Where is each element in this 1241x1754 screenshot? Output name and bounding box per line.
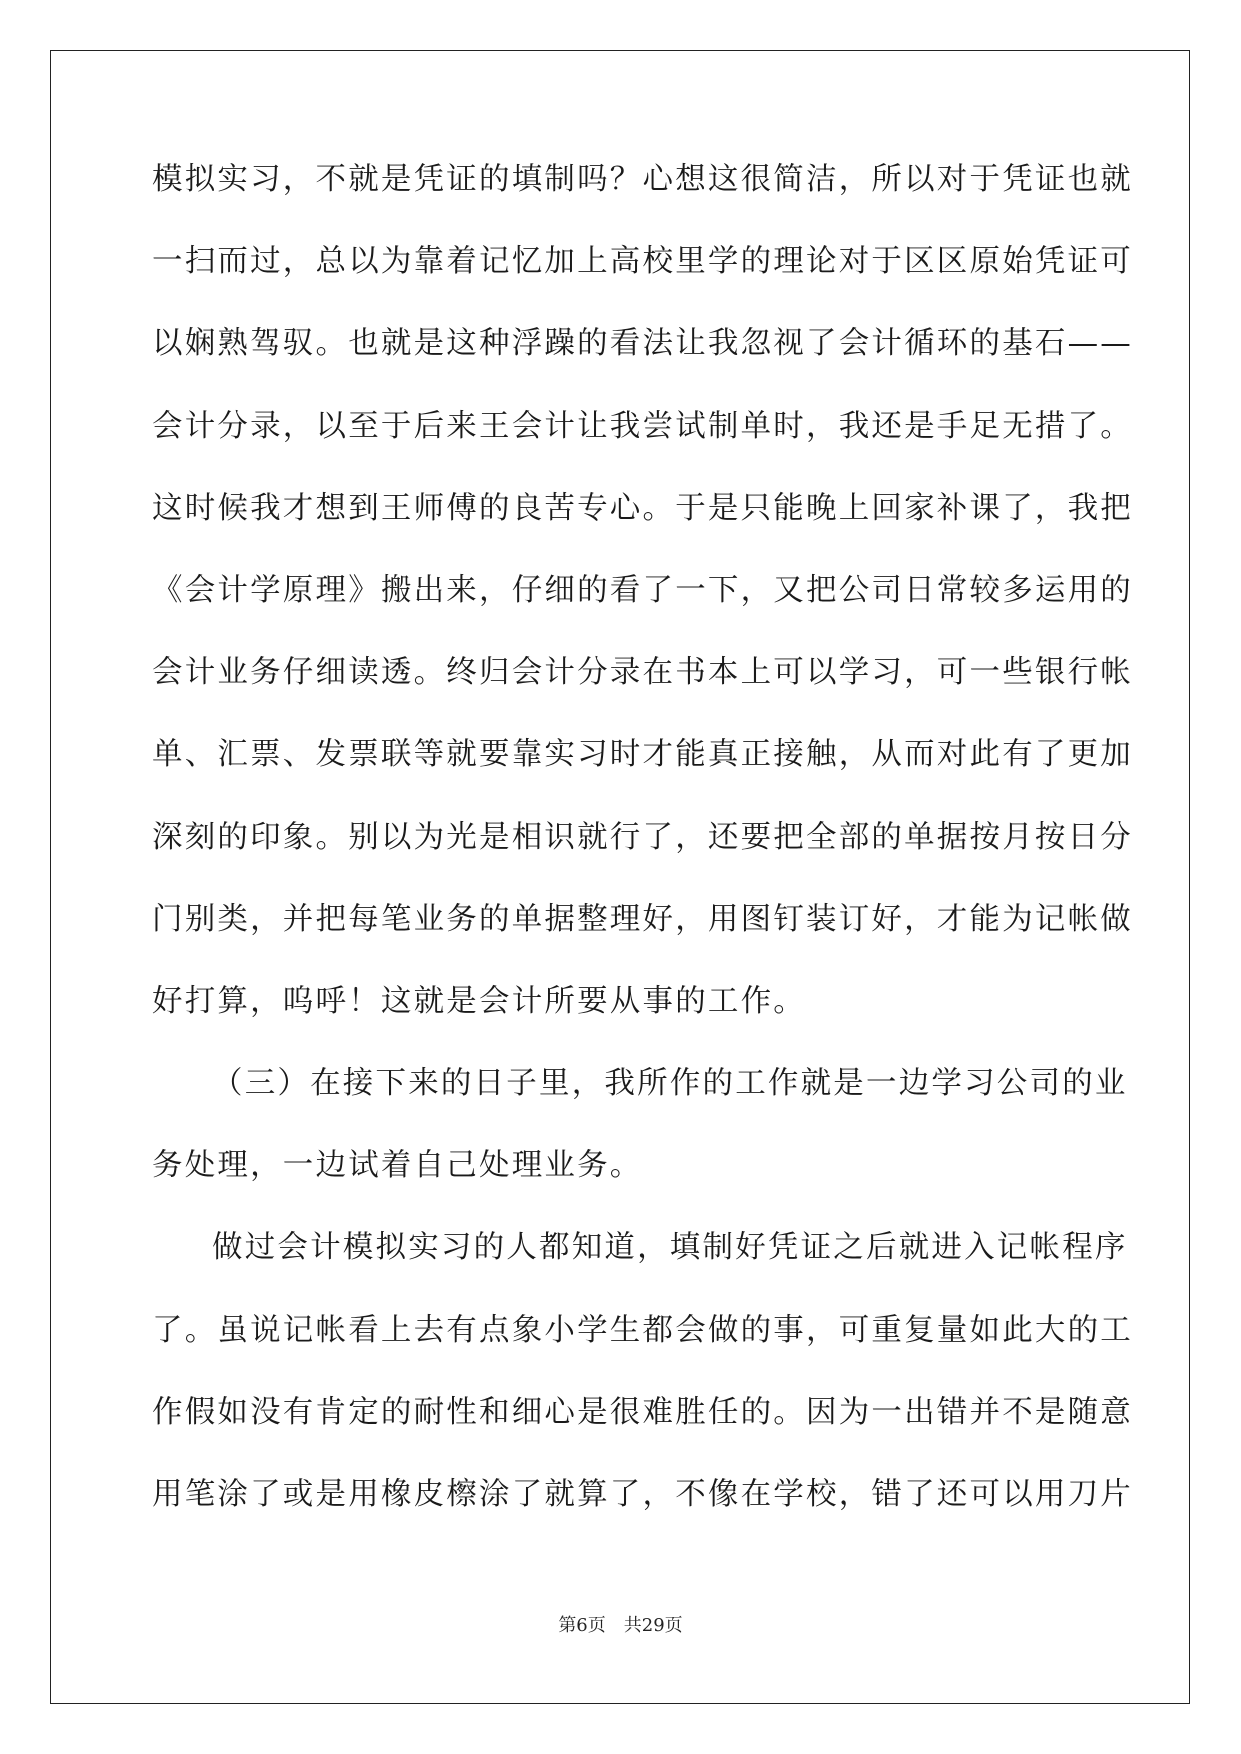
text-line-indented: 做过会计模拟实习的人都知道，填制好凭证之后就进入记帐程序: [212, 1230, 1128, 1266]
text-line: 好打算，呜呼！这就是会计所要从事的工作。: [152, 983, 806, 1019]
page-footer: [0, 1611, 1241, 1637]
text-line: 一扫而过，总以为靠着记忆加上高校里学的理论对于区区原始凭证可: [152, 244, 1133, 280]
text-line: 深刻的印象。别以为光是相识就行了，还要把全部的单据按月按日分: [152, 819, 1133, 855]
text-line: 以娴熟驾驭。也就是这种浮躁的看法让我忽视了会计循环的基石——: [152, 326, 1133, 362]
text-line: 用笔涂了或是用橡皮檫涂了就算了，不像在学校，错了还可以用刀片: [152, 1477, 1133, 1512]
text-line: 门别类，并把每笔业务的单据整理好，用图钉装订好，才能为记帐做: [152, 901, 1133, 937]
text-line-indented: （三）在接下来的日子里，我所作的工作就是一边学习公司的业: [212, 1066, 1128, 1102]
document-body: [152, 162, 1133, 1560]
text-line: 务处理，一边试着自己处理业务。: [152, 1148, 643, 1184]
text-line: 单、汇票、发票联等就要靠实习时才能真正接触，从而对此有了更加: [152, 737, 1133, 773]
text-line: 模拟实习，不就是凭证的填制吗？心想这很简洁，所以对于凭证也就: [152, 162, 1133, 197]
text-line: 会计分录，以至于后来王会计让我尝试制单时，我还是手足无措了。: [152, 408, 1133, 444]
text-line: 《会计学原理》搬出来，仔细的看了一下，又把公司日常较多运用的: [152, 572, 1133, 608]
page-number: 第6页 共29页: [558, 1615, 683, 1636]
text-line: 会计业务仔细读透。终归会计分录在书本上可以学习，可一些银行帐: [152, 655, 1133, 691]
text-line: 了。虽说记帐看上去有点象小学生都会做的事，可重复量如此大的工: [152, 1312, 1133, 1348]
text-line: 这时候我才想到王师傅的良苦专心。于是只能晚上回家补课了，我把: [152, 490, 1133, 526]
text-line: 作假如没有肯定的耐性和细心是很难胜任的。因为一出错并不是随意: [152, 1394, 1133, 1430]
